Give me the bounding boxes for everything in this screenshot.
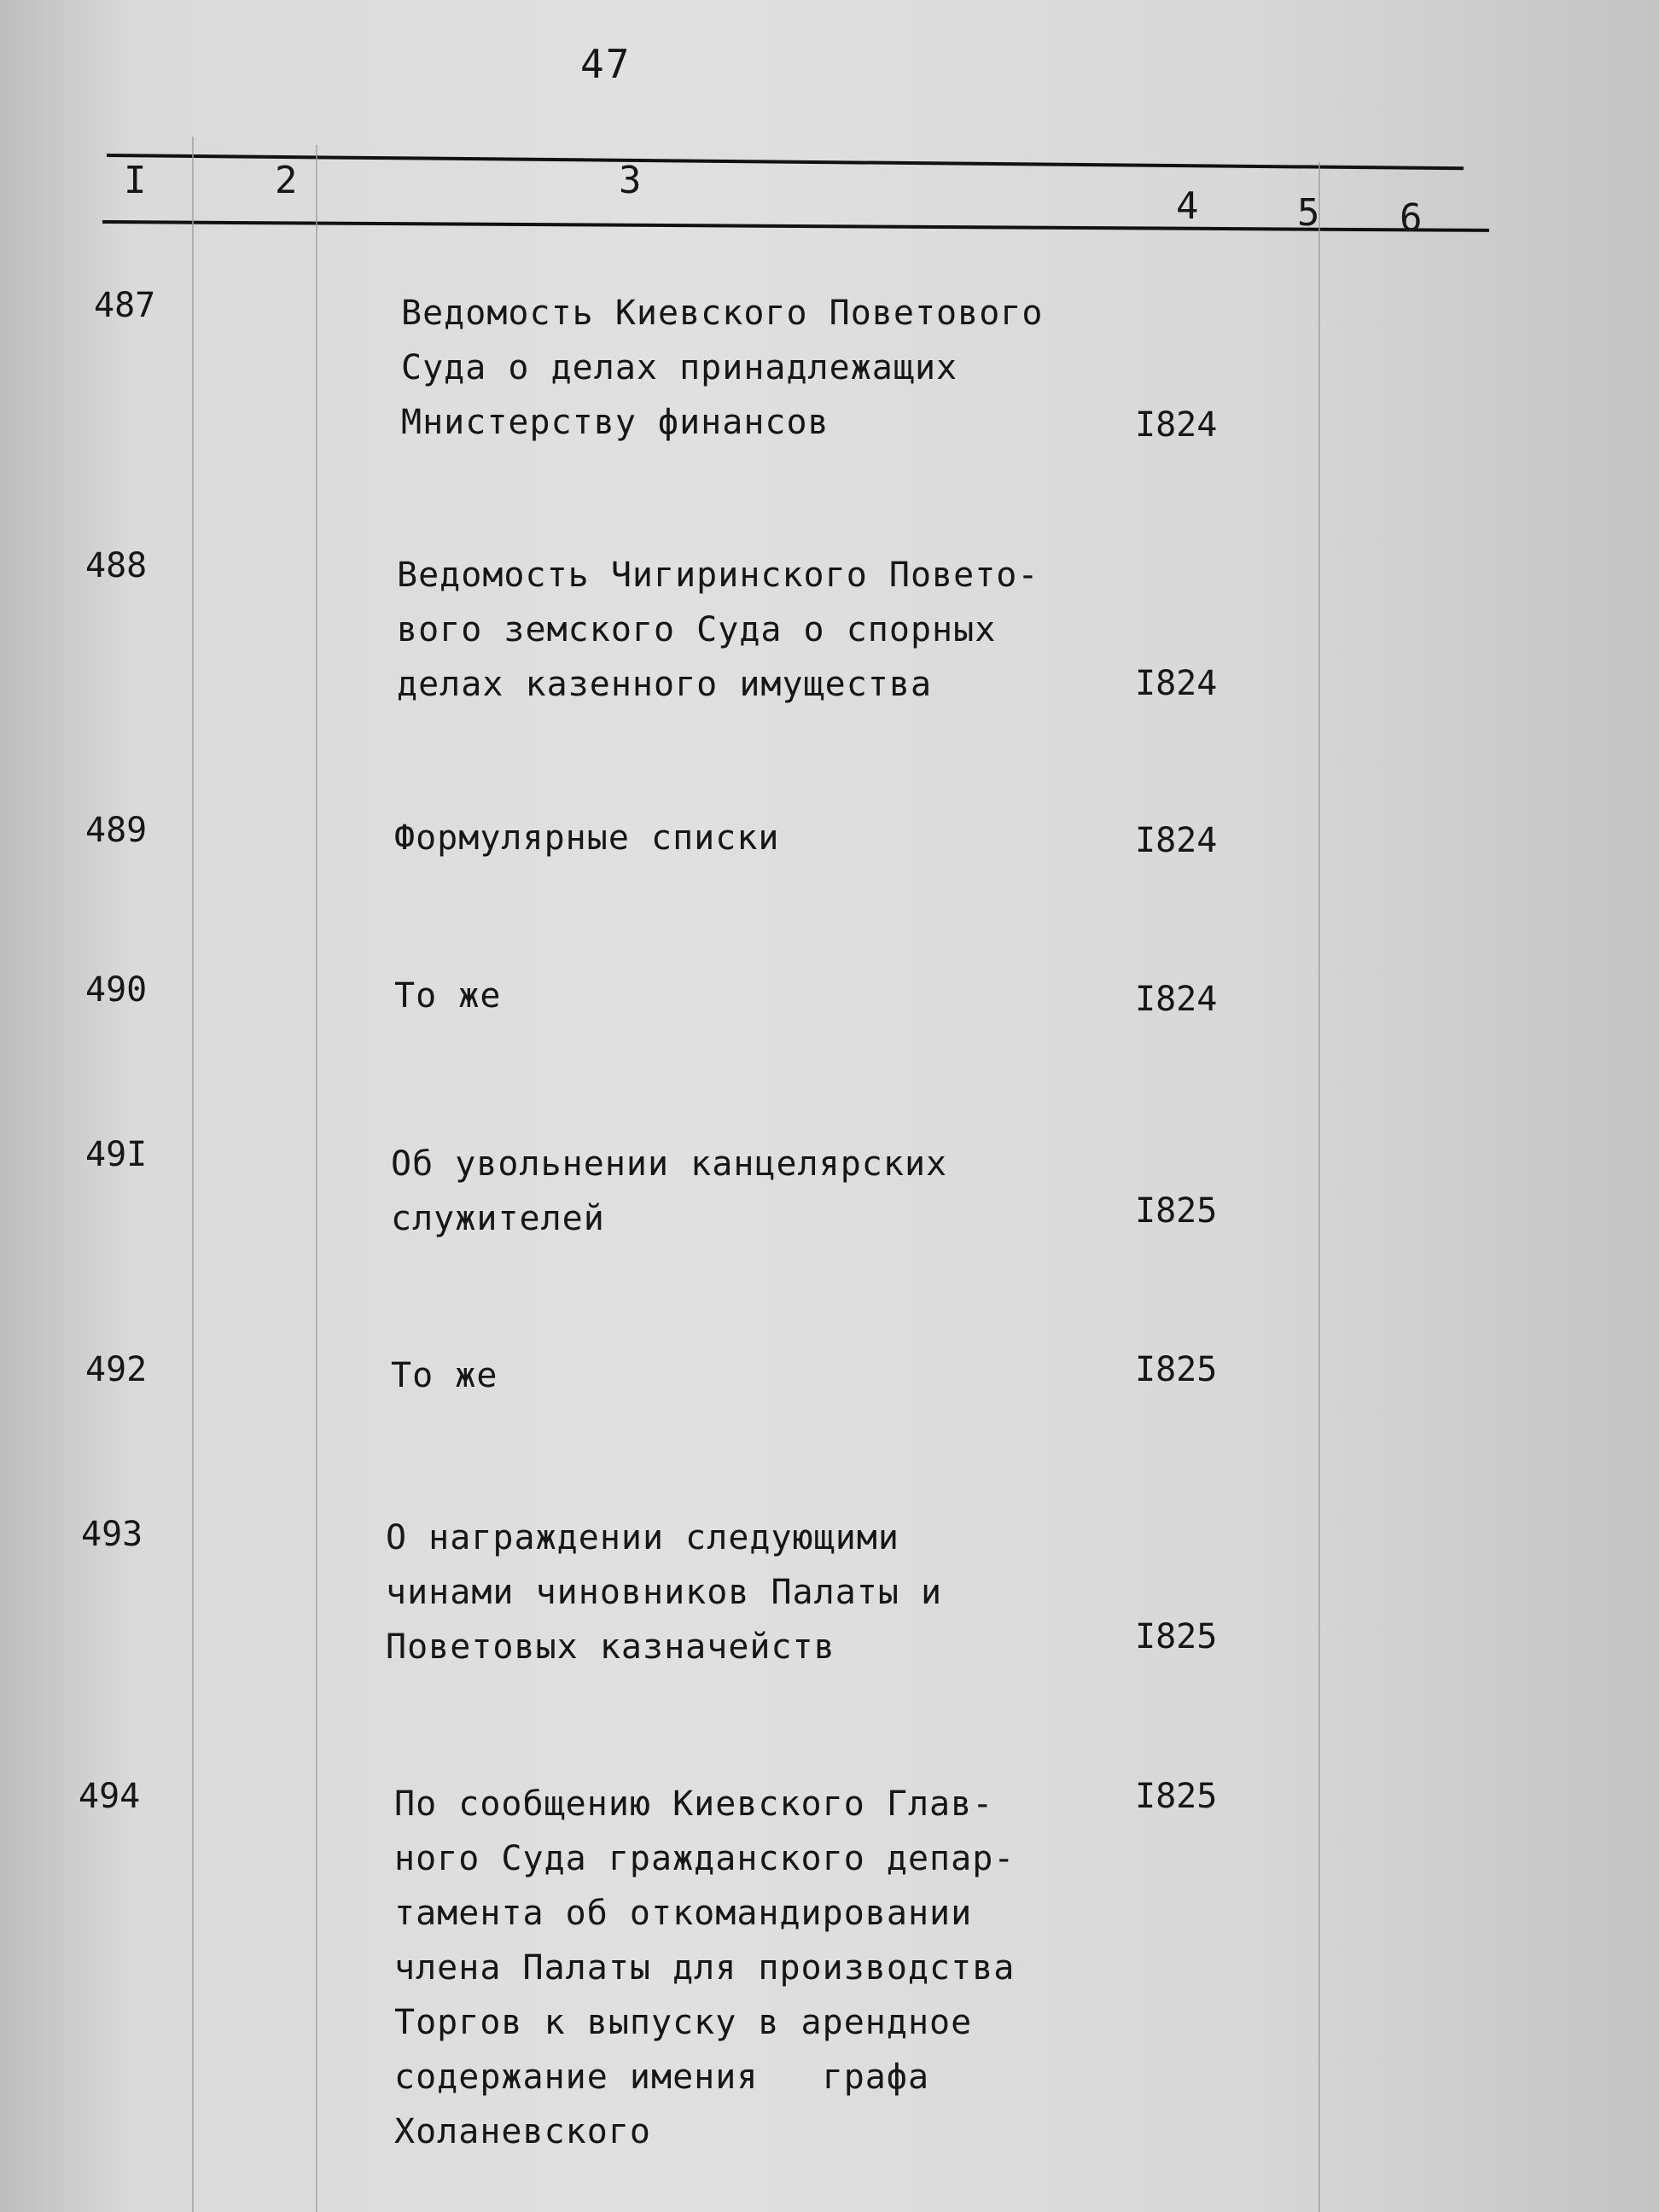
page-number: 47 — [580, 41, 632, 87]
column-header: 5 — [1297, 191, 1320, 235]
column-header: 2 — [275, 159, 298, 202]
entry-number: 490 — [85, 970, 148, 1010]
entry-title: Формулярные списки — [394, 818, 780, 858]
entry-year: I824 — [1135, 980, 1218, 1019]
entry-title: То же — [391, 1356, 498, 1395]
column-divider — [316, 145, 317, 2212]
entry-number: 488 — [85, 546, 148, 585]
header-top-rule — [107, 154, 1464, 170]
entry-year: I825 — [1135, 1617, 1218, 1656]
entry-title: Об увольнении канцелярских служителей — [391, 1144, 948, 1238]
entry-year: I824 — [1135, 821, 1218, 860]
entry-number: 49I — [85, 1135, 148, 1174]
column-header: 3 — [619, 159, 642, 202]
entry-number: 494 — [79, 1777, 141, 1816]
entry-title: То же — [394, 976, 502, 1016]
entry-year: I825 — [1135, 1350, 1218, 1389]
entry-title: Ведомость Киевского Поветового Суда о делах принадлежащих Мнистерству финансов — [401, 294, 1044, 442]
column-divider — [192, 137, 194, 2212]
column-header: 4 — [1176, 184, 1199, 228]
entry-number: 489 — [85, 811, 148, 850]
entry-title: По сообщению Киевского Глав- ного Суда гражданского депар- тамента об откомандировании члена Палаты для производства Торгов к выпуску в арендное содержание имения графа Холаневского — [394, 1784, 1016, 2151]
entry-title: О награждении следующими чинами чиновников Палаты и Поветовых казначейств — [386, 1518, 943, 1667]
entry-year: I824 — [1135, 405, 1218, 445]
entry-year: I825 — [1135, 1777, 1218, 1816]
column-divider — [1318, 162, 1320, 2212]
entry-number: 493 — [81, 1515, 143, 1554]
column-header: I — [124, 159, 147, 202]
entry-number: 492 — [85, 1350, 148, 1389]
column-header: 6 — [1400, 196, 1423, 240]
entry-year: I824 — [1135, 664, 1218, 703]
entry-title: Ведомость Чигиринского Повето- вого земского Суда о спорных делах казенного имущества — [397, 556, 1039, 704]
entry-number: 487 — [94, 286, 156, 325]
entry-year: I825 — [1135, 1191, 1218, 1231]
header-bottom-rule — [102, 220, 1489, 232]
